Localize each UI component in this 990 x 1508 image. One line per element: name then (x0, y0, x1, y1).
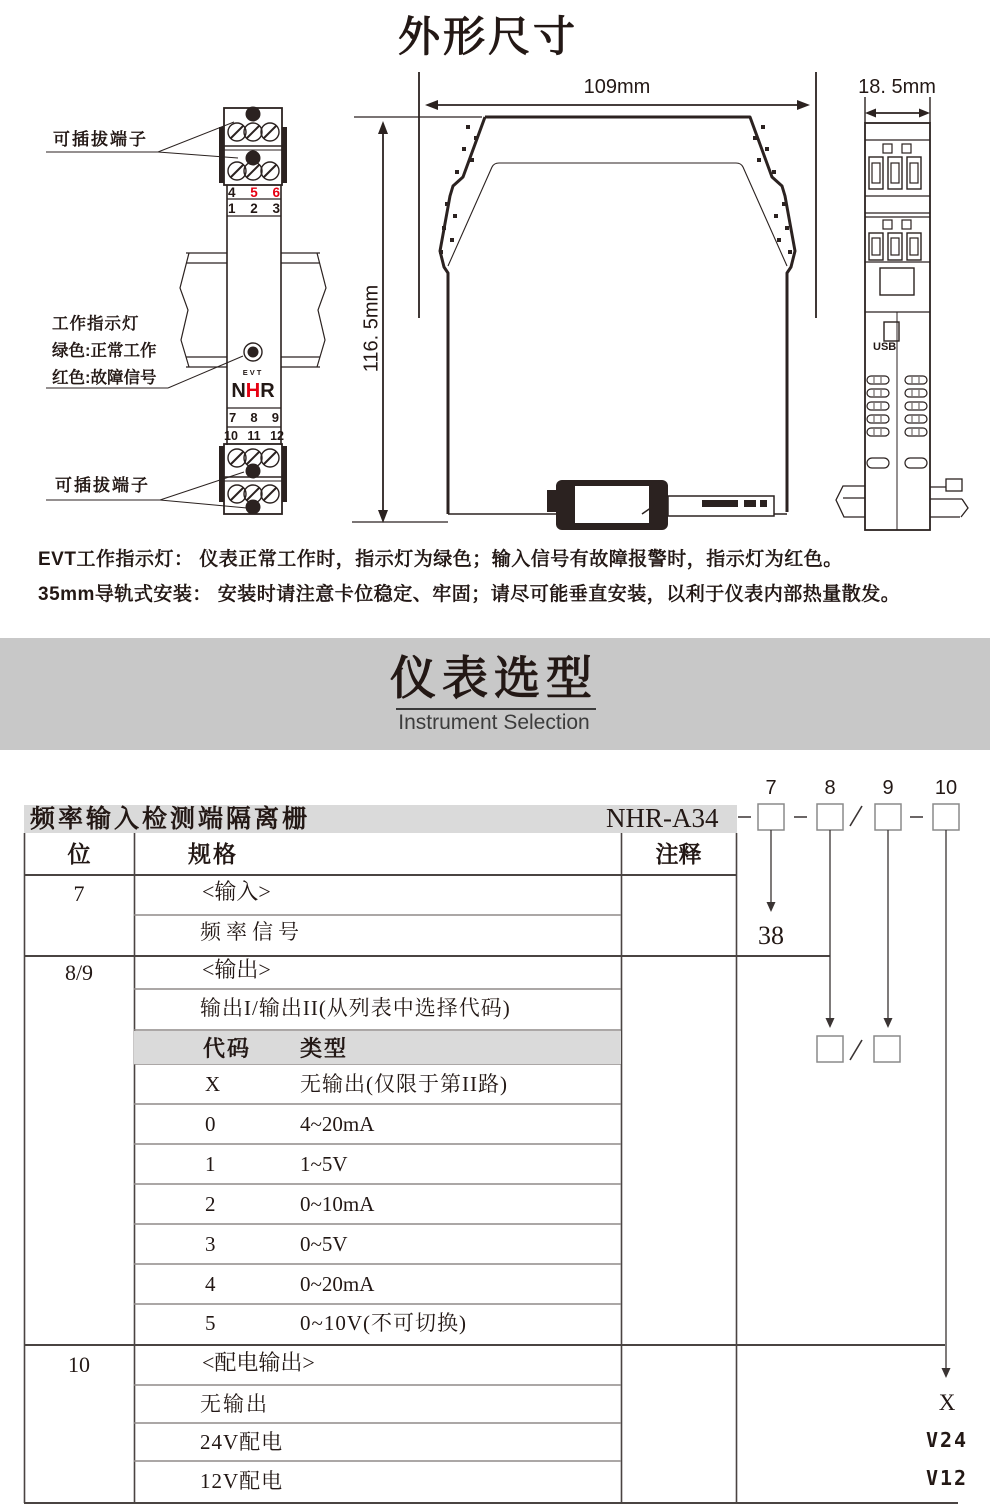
terminal-numbers-456 (228, 185, 280, 200)
type-cell: 4~20mA (300, 1112, 375, 1136)
terminal-10: 10 (224, 429, 238, 443)
terminal-3: 3 (272, 201, 280, 216)
digit-label-9: 9 (882, 777, 894, 799)
col-header-pos: 位 (67, 842, 91, 867)
terminal-5: 5 (250, 185, 258, 200)
vent-dots (439, 125, 792, 254)
code-cell: X (205, 1072, 221, 1096)
row-spec-output: <输出> (202, 957, 271, 982)
terminal-2: 2 (250, 201, 258, 216)
terminal-6: 6 (272, 185, 280, 200)
row-spec-input: <输入> (202, 879, 271, 904)
terminal-4: 4 (228, 185, 236, 200)
terminal-8: 8 (250, 410, 258, 425)
terminal-numbers-123 (228, 201, 280, 216)
terminal-7: 7 (229, 410, 237, 425)
banner-divider (396, 708, 596, 710)
brand-letter-r: R (260, 380, 275, 402)
code-cell: 4 (205, 1272, 216, 1296)
label-terminals-bottom: 可插拔端子 (55, 476, 150, 495)
code-value-38: 38 (758, 921, 784, 950)
terminal-numbers-101112 (224, 429, 284, 443)
din-clip (547, 480, 774, 530)
row-pos-7: 7 (73, 881, 85, 906)
dim-width-18: 18. 5mm (858, 76, 936, 98)
dimension-lines (865, 97, 930, 123)
type-cell: 0~10mA (300, 1192, 375, 1216)
col-header-note: 注释 (655, 842, 702, 867)
label-indicator-red: 红色:故障信号 (52, 369, 157, 387)
option-code-v24: V24 (925, 1428, 969, 1452)
banner-subtitle: Instrument Selection (398, 711, 590, 734)
type-cell: 0~20mA (300, 1272, 375, 1296)
digit-label-10: 10 (934, 777, 958, 799)
option-code-x: X (938, 1390, 956, 1415)
usb-label: USB (873, 341, 897, 353)
code-cell: 0 (205, 1112, 216, 1136)
product-name: 频率输入检测端隔离栅 (30, 806, 311, 833)
row-spec-power: <配电输出> (202, 1350, 315, 1375)
row-spec-output-desc: 输出I/输出II(从列表中选择代码) (200, 996, 511, 1020)
wire-hole-icon (246, 107, 261, 122)
label-terminals-top: 可插拔端子 (53, 130, 148, 149)
type-cell: 0~5V (300, 1232, 348, 1256)
banner-title: 仪表选型 (390, 652, 598, 704)
digit-label-8: 8 (824, 777, 836, 799)
page-title: 外形尺寸 (397, 13, 579, 60)
product-model: NHR-A34 (606, 803, 719, 833)
terminal-block-top (219, 107, 287, 186)
label-indicator: 工作指示灯 (52, 315, 140, 333)
type-cell: 1~5V (300, 1152, 348, 1176)
code-cell: 2 (205, 1192, 216, 1216)
terminal-numbers-789 (229, 410, 279, 425)
dimension-lines (352, 72, 816, 523)
label-indicator-green: 绿色:正常工作 (52, 342, 157, 360)
col-header-spec: 规格 (188, 842, 238, 867)
code-cell: 5 (205, 1311, 216, 1335)
brand-logo (231, 380, 274, 403)
din-rail-side (836, 479, 968, 517)
row-pos-89: 8/9 (64, 960, 94, 985)
brand-letter-h: H (245, 380, 261, 402)
note-evt: EVT工作指示灯： 仪表正常工作时，指示灯为绿色；输入信号有故障报警时，指示灯为红色。 (38, 549, 843, 570)
type-cell: 0~10V(不可切换) (300, 1311, 468, 1335)
option-label: 24V配电 (200, 1430, 284, 1454)
dim-width-109: 109mm (583, 76, 651, 98)
terminal-1: 1 (228, 201, 236, 216)
led-indicator-icon (244, 343, 262, 361)
ordering-code-diagram (738, 804, 959, 1378)
code-boxes (758, 804, 959, 1062)
led-label: EVT (242, 368, 264, 377)
terminal-12: 12 (270, 429, 284, 443)
terminal-9: 9 (271, 410, 279, 425)
row-spec-frequency: 频率信号 (200, 920, 304, 944)
digit-label-7: 7 (765, 777, 777, 799)
note-rail: 35mm导轨式安装： 安装时请注意卡位稳定、牢固；请尽可能垂直安装，以利于仪表内部热量散发。 (38, 584, 901, 605)
top-view-drawing (352, 72, 816, 530)
front-view-drawing (46, 107, 326, 515)
side-view-drawing (836, 97, 968, 530)
type-cell: 无输出(仅限于第II路) (300, 1072, 508, 1096)
dim-height-116: 116. 5mm (360, 284, 383, 373)
table-grid (24, 833, 958, 1503)
option-code-v12: V12 (925, 1466, 969, 1490)
option-label: 无输出 (200, 1392, 269, 1416)
terminal-11: 11 (247, 429, 261, 443)
option-label: 12V配电 (200, 1469, 284, 1493)
terminal-block-bottom (219, 444, 287, 515)
brand-letter-n: N (231, 380, 246, 402)
code-arrows (771, 830, 946, 1369)
code-cell: 1 (205, 1152, 216, 1176)
type-header: 类型 (300, 1036, 349, 1061)
code-cell: 3 (205, 1232, 216, 1256)
code-header: 代码 (203, 1036, 252, 1061)
row-pos-10: 10 (68, 1352, 90, 1377)
